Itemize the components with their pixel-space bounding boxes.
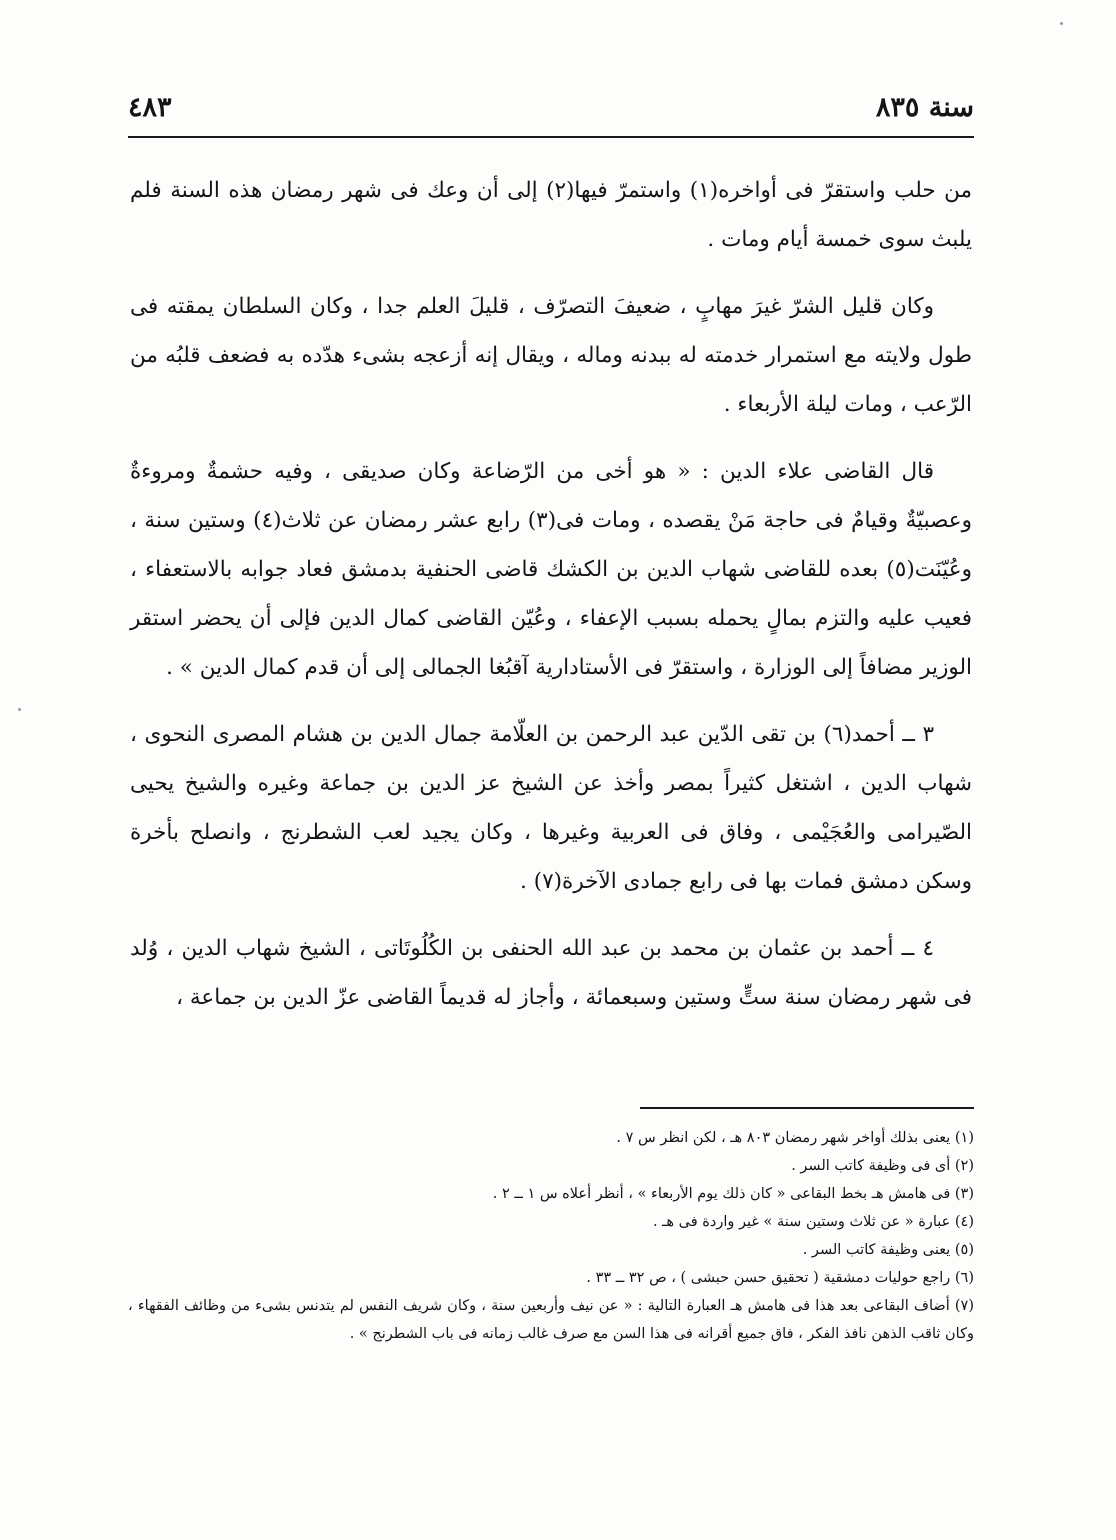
footnote-2: (٢) أى فى وظيفة كاتب السر . xyxy=(791,1158,974,1174)
paragraph-3: قال القاضى علاء الدين : « هو أخى من الرّضاعة وكان صديقى ، وفيه حشمةٌ ومروءةٌ وعصبيّةٌ وقيامٌ فى حاجة مَنْ يقصده ، ومات فى(٣) رابع عشر رمضان عن ثلاث(٤) وستين سنة ، وعُيّنَت(٥) بعده للقاضى شهاب الدين بن الكشك قاضى الحنفية بدمشق فعاد جوابه بالاستعفاء ، فعيب عليه والتزم بمالٍ يحمله بسبب الإعفاء ، وعُيّن القاضى كمال الدين فإلى أن يحضر استقر الوزير مضافاً إلى الوزارة ، واستقرّ فى الأستادارية آقبُغا الجمالى إلى أن قدم كمال الدين » . xyxy=(130,459,972,680)
running-head-year: سنة ٨٣٥ xyxy=(875,92,974,123)
scan-speck xyxy=(18,708,21,711)
paragraph-1: من حلب واستقرّ فى أواخره(١) واستمرّ فيها(٢) إلى أن وعك فى شهر رمضان هذه السنة فلم يلبث سوى خمسة أيام ومات . xyxy=(130,178,972,252)
footnote-6: (٦) راجع حوليات دمشقية ( تحقيق حسن حبشى ) ، ص ٣٢ ــ ٣٣ . xyxy=(586,1270,974,1286)
page-header xyxy=(128,92,974,132)
footnotes xyxy=(128,1124,974,1348)
footnote-1: (١) يعنى بذلك أواخر شهر رمضان ٨٠٣ هـ ، لكن انظر س ٧ . xyxy=(616,1130,974,1146)
footnote-3: (٣) فى هامش هـ بخط البقاعى « كان ذلك يوم الأربعاء » ، أنظر أعلاه س ١ ــ ٢ . xyxy=(492,1186,974,1202)
page-number: ٤٨٣ xyxy=(128,92,172,123)
footnote-7: (٧) أضاف البقاعى بعد هذا فى هامش هـ العبارة التالية : « عن نيف وأربعين سنة ، وكان شريف النفس لم يتدنس بشىء من وظائف الفقهاء ، وكان ثاقب الذهن نافذ الفكر ، فاق جميع أقرانه فى هذا السن مع صرف غالب زمانه فى باب الشطرنج » . xyxy=(128,1298,974,1342)
footnote-rule xyxy=(640,1107,974,1109)
header-rule xyxy=(128,136,974,138)
scan-speck xyxy=(1060,22,1063,25)
paragraph-4-entry-3: ٣ ــ أحمد(٦) بن تقى الدّين عبد الرحمن بن العلّامة جمال الدين بن هشام المصرى النحوى ، شهاب الدين ، اشتغل كثيراً بمصر وأخذ عن الشيخ عز الدين بن جماعة وغيره والشيخ يحيى الصّيرامى والعُجَيْمى ، وفاق فى العربية وغيرها ، وكان يجيد لعب الشطرنج ، وانصلح بأخرة وسكن دمشق فمات بها فى رابع جمادى الآخرة(٧) . xyxy=(130,722,972,894)
footnote-4: (٤) عبارة « عن ثلاث وستين سنة » غير واردة فى هـ . xyxy=(652,1214,974,1230)
footnote-5: (٥) يعنى وظيفة كاتب السر . xyxy=(802,1242,974,1258)
main-text xyxy=(130,166,972,1032)
paragraph-2: وكان قليل الشرّ غيرَ مهابٍ ، ضعيفَ التصرّف ، قليلَ العلم جدا ، وكان السلطان يمقته فى طول ولايته مع استمرار خدمته له ببدنه وماله ، ويقال إنه أزعجه بشىء هدّده به فضعف قلبُه من الرّعب ، ومات ليلة الأربعاء . xyxy=(130,294,972,417)
paragraph-5-entry-4: ٤ ــ أحمد بن عثمان بن محمد بن عبد الله الحنفى بن الكُلُوتَاتى ، الشيخ شهاب الدين ، وُلد فى شهر رمضان سنة ستٍّ وستين وسبعمائة ، وأجاز له قديماً القاضى عزّ الدين بن جماعة ، xyxy=(130,936,972,1010)
